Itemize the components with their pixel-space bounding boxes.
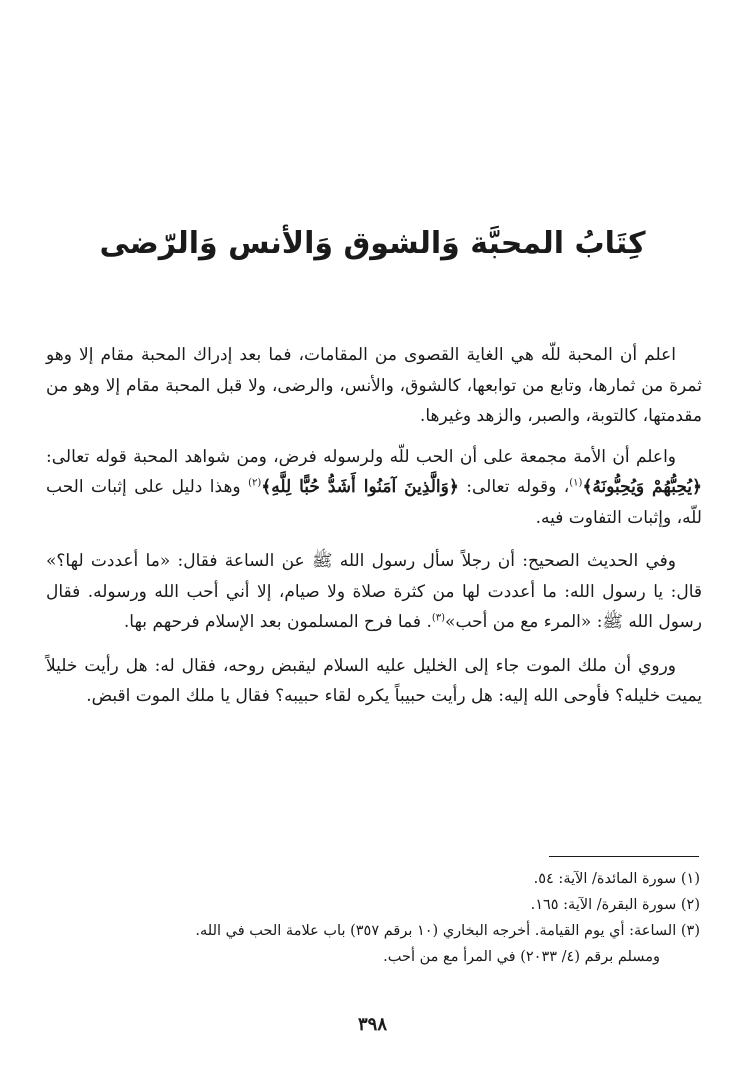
paragraph-2-middle: ، وقوله تعالى: (458, 477, 570, 497)
page-number: ٣٩٨ (357, 1014, 387, 1035)
footnote-divider (549, 856, 699, 857)
footnote-ref-1: (١) (569, 477, 583, 489)
paragraph-3 (46, 546, 702, 638)
paragraph-2-end: وهذا دليل على إثبات الحب للّه، وإثبات التفاوت فيه. (46, 477, 702, 528)
footnote-ref-2: (٢) (248, 477, 262, 489)
footnote-1: (١) سورة المائدة/ الآية: ٥٤. (533, 871, 700, 887)
chapter-title: كِتَابُ المحبَّة وَالشوق وَالأنس وَالرّضى (99, 226, 646, 261)
paragraph-3-hadith: وفي الحديث الصحيح: أن رجلاً سأل رسول الله ﷺ عن الساعة فقال: «ما أعددت لها؟» قال: يا رسول الله: ما أعددت لها من كثرة صلاة ولا صيام، إلا أني أحب الله ورسوله. فقال رسول الله ﷺ: «المرء مع من أحب» (46, 551, 702, 632)
quran-verse-2: ﴿وَالَّذِينَ آمَنُوا أَشَدُّ حُبًّا لِلَّهِ﴾ (261, 477, 459, 497)
footnote-3: (٣) الساعة: أي يوم القيامة. أخرجه البخاري (١٠ برقم ٣٥٧) باب علامة الحب في الله. (195, 923, 700, 939)
footnote-3-continuation: ومسلم برقم (٤/ ٢٠٣٣) في المرأ مع من أحب. (383, 949, 660, 965)
footnote-ref-3: (٣) (431, 612, 446, 624)
quran-verse-1: ﴿يُحِبُّهُمْ وَيُحِبُّونَهُ﴾ (582, 477, 702, 497)
main-text (46, 340, 702, 725)
paragraph-4: وروي أن ملك الموت جاء إلى الخليل عليه السلام ليقبض روحه، فقال له: هل رأيت خليلاً يميت خليله؟ فأوحى الله إليه: هل رأيت حبيباً يكره لقاء حبيبه؟ فقال يا ملك الموت اقبض. (46, 655, 702, 706)
paragraph-3-end: . فما فرح المسلمون بعد الإسلام فرحهم بها. (123, 612, 432, 632)
footnotes (60, 866, 700, 970)
paragraph-2-intro: واعلم أن الأمة مجمعة على أن الحب للّه ولرسوله فرض، ومن شواهد المحبة قوله تعالى: (46, 446, 676, 467)
paragraph-1: اعلم أن المحبة للّه هي الغاية القصوى من المقامات، فما بعد إدراك المحبة مقام إلا وهو ثمرة من ثمارها، وتابع من توابعها، كالشوق، والأنس، والرضى، ولا قبل المحبة مقام إلا وهو من مقدمتها، كالتوبة، والصبر، والزهد وغيرها. (46, 345, 702, 426)
footnote-2: (٢) سورة البقرة/ الآية: ١٦٥. (530, 897, 700, 913)
paragraph-2 (46, 442, 702, 534)
